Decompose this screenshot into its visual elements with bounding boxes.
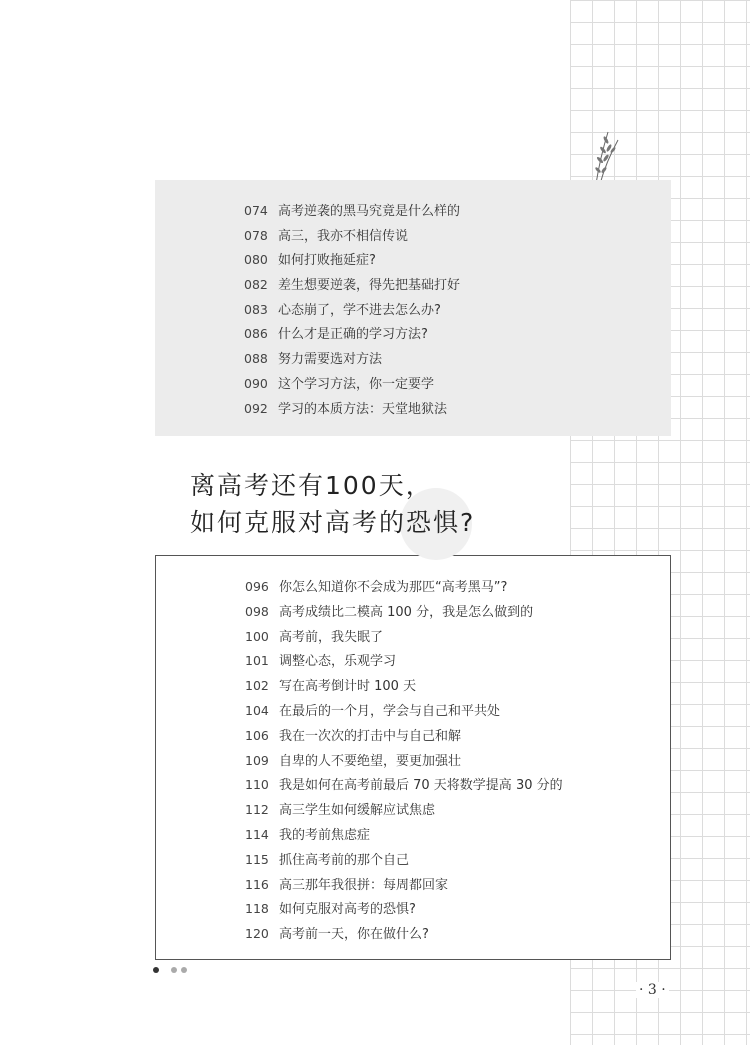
toc-page-number: 096 (245, 579, 269, 594)
toc-box-top (155, 180, 671, 436)
toc-entry[interactable] (245, 675, 563, 700)
toc-entry[interactable] (244, 299, 460, 324)
toc-entry[interactable] (245, 799, 563, 824)
toc-page-number: 110 (245, 777, 269, 793)
toc-page-number: 114 (245, 826, 269, 842)
toc-page-number: 082 (244, 277, 268, 293)
toc-title: 高考前一天，你在做什么? (279, 927, 429, 943)
section-heading-line1: 离高考还有100天， (190, 471, 433, 500)
toc-entry[interactable] (245, 700, 563, 725)
dot-icon (153, 967, 159, 973)
toc-title: 高考前，我失眠了 (279, 629, 384, 645)
toc-title: 这个学习方法，你一定要学 (278, 376, 435, 392)
toc-entry[interactable] (245, 750, 563, 775)
toc-page-number: 106 (245, 727, 269, 743)
toc-entry[interactable] (244, 200, 460, 225)
toc-page-number: 100 (245, 628, 269, 644)
toc-page-number: 088 (244, 351, 268, 367)
toc-title: 努力需要选对方法 (278, 352, 383, 368)
toc-title: 高考成绩比二模高 100 分，我是怎么做到的 (279, 604, 534, 620)
toc-page-number: 116 (245, 876, 269, 892)
toc-title: 如何打败拖延症? (278, 253, 376, 269)
toc-title: 我是如何在高考前最后 70 天将数学提高 30 分的 (279, 778, 563, 794)
toc-entry[interactable] (245, 725, 563, 750)
toc-list-bottom (245, 576, 563, 948)
decorative-dots (153, 967, 187, 973)
toc-entry[interactable] (244, 373, 460, 398)
toc-page-number: 101 (245, 653, 269, 669)
toc-page-number: 115 (245, 851, 269, 867)
toc-entry[interactable] (245, 626, 563, 651)
toc-entry[interactable] (245, 601, 563, 626)
toc-title: 如何克服对高考的恐惧? (279, 902, 416, 918)
page-number: · 3 · (636, 982, 669, 998)
toc-title: 高三，我亦不相信传说 (278, 228, 409, 244)
toc-box-bottom (155, 555, 671, 960)
plant-sprig-icon (582, 128, 622, 186)
toc-entry[interactable] (245, 774, 563, 799)
toc-page-number: 086 (244, 326, 268, 342)
toc-entry[interactable] (244, 398, 460, 423)
toc-title: 差生想要逆袭，得先把基础打好 (278, 278, 461, 294)
toc-entry[interactable] (245, 849, 563, 874)
toc-title: 高考逆袭的黑马究竟是什么样的 (278, 204, 461, 219)
toc-title: 高三那年我很拼：每周都回家 (279, 877, 449, 893)
toc-entry[interactable] (244, 225, 460, 250)
toc-page-number: 112 (245, 802, 269, 818)
toc-page-number: 098 (245, 603, 269, 619)
toc-page-number: 120 (245, 926, 269, 942)
toc-title: 调整心态，乐观学习 (279, 654, 397, 670)
toc-entry[interactable] (244, 274, 460, 299)
dot-icon (171, 967, 177, 973)
toc-title: 我的考前焦虑症 (279, 827, 371, 843)
toc-entry[interactable] (245, 874, 563, 899)
toc-title: 抓住高考前的那个自己 (279, 852, 410, 868)
section-heading-line2: 如何克服对高考的恐惧? (190, 508, 476, 537)
toc-page-number: 109 (245, 752, 269, 768)
toc-title: 高三学生如何缓解应试焦虑 (279, 803, 436, 819)
toc-title: 心态崩了，学不进去怎么办? (278, 302, 441, 318)
toc-entry[interactable] (245, 923, 563, 948)
toc-title: 我在一次次的打击中与自己和解 (279, 728, 462, 744)
toc-page-number: 078 (244, 227, 268, 243)
toc-entry[interactable] (245, 576, 563, 601)
toc-title: 什么才是正确的学习方法? (278, 327, 428, 343)
toc-title: 在最后的一个月，学会与自己和平共处 (279, 703, 501, 719)
toc-page-number: 092 (244, 400, 268, 416)
toc-list-top (244, 200, 460, 422)
toc-entry[interactable] (245, 824, 563, 849)
dot-icon (181, 967, 187, 973)
toc-entry[interactable] (244, 348, 460, 373)
toc-title: 自卑的人不要绝望，要更加强壮 (279, 753, 462, 769)
toc-page-number: 118 (245, 901, 269, 917)
toc-page-number: 083 (244, 301, 268, 317)
toc-entry[interactable] (244, 323, 460, 348)
toc-page-number: 102 (245, 678, 269, 694)
section-heading (190, 467, 475, 541)
toc-entry[interactable] (244, 249, 460, 274)
toc-title: 写在高考倒计时 100 天 (279, 679, 417, 695)
toc-title: 学习的本质方法：天堂地狱法 (278, 401, 448, 417)
toc-page-number: 090 (244, 375, 268, 391)
toc-page-number: 104 (245, 702, 269, 718)
toc-entry[interactable] (245, 650, 563, 675)
toc-entry[interactable] (245, 898, 563, 923)
toc-page-number: 074 (244, 203, 268, 218)
toc-page-number: 080 (244, 252, 268, 268)
toc-title: 你怎么知道你不会成为那匹“高考黑马”? (279, 580, 508, 595)
